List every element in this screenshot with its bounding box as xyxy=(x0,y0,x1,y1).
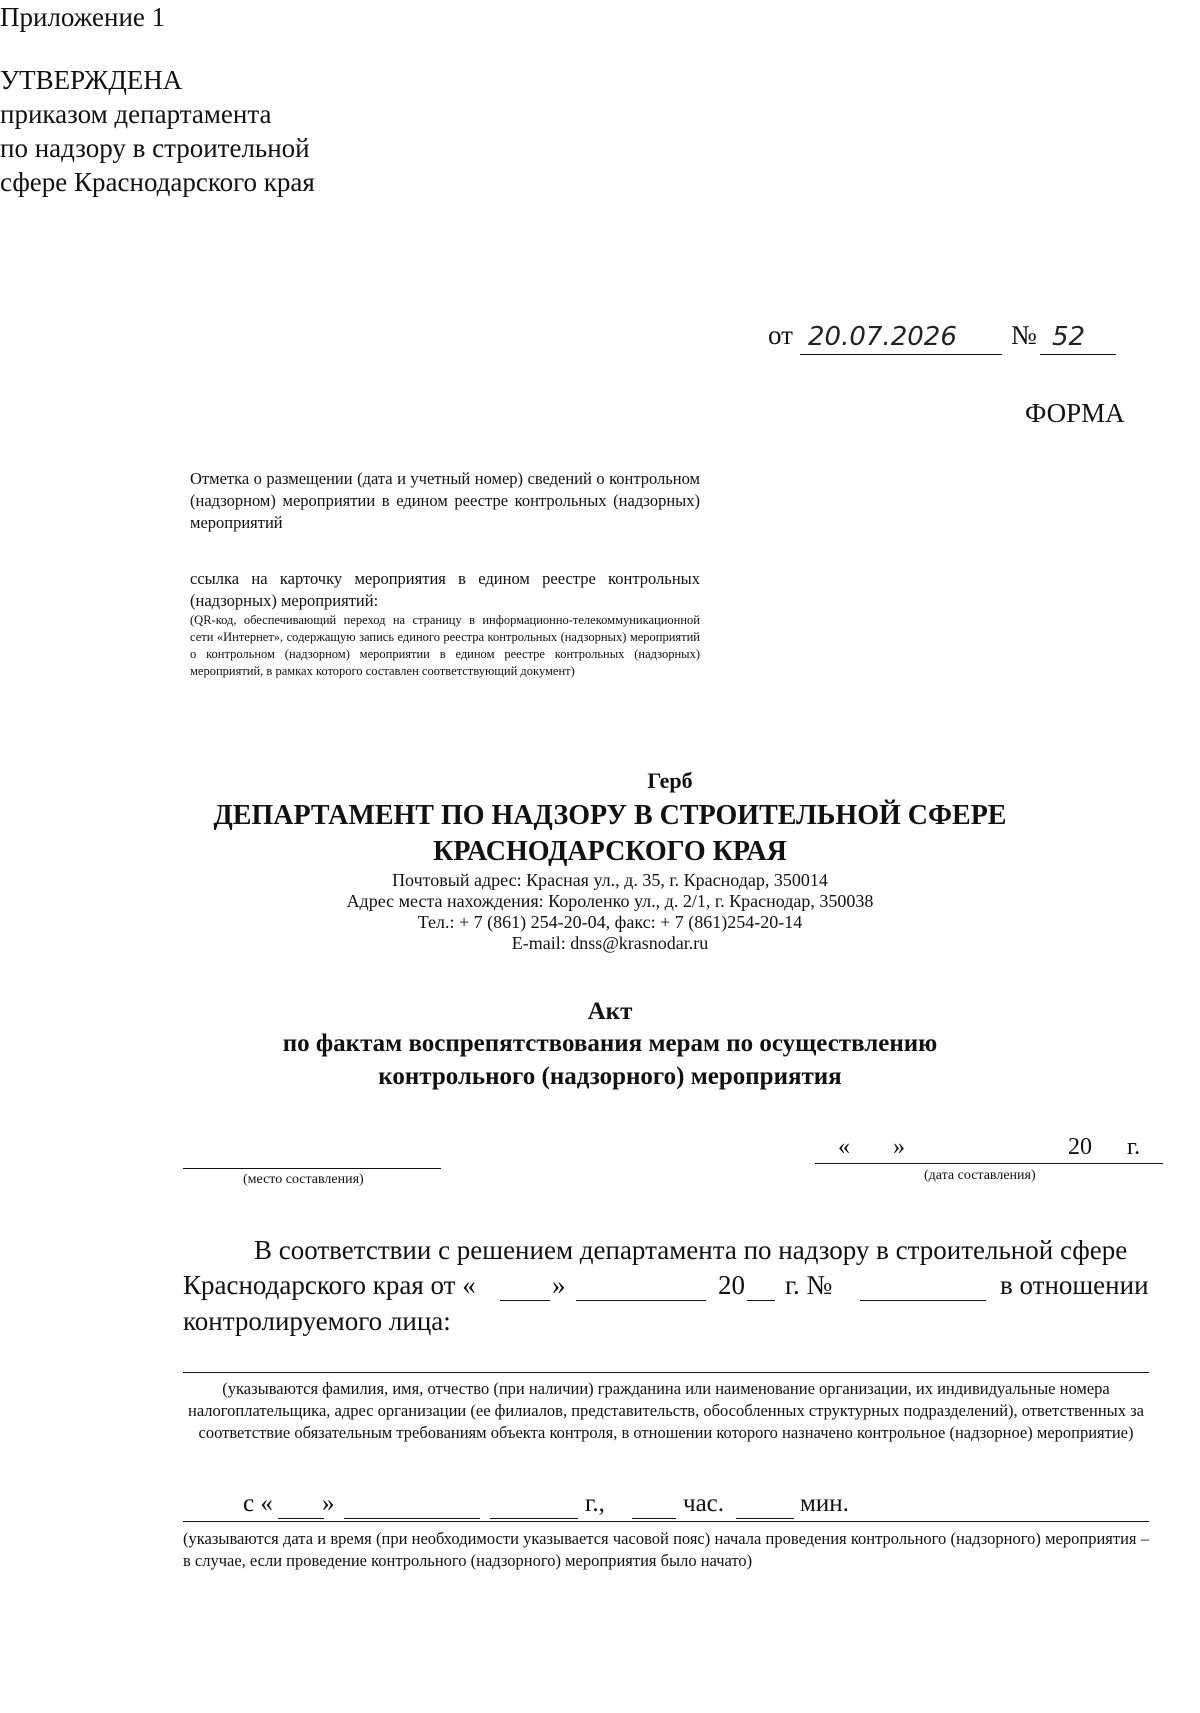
approved-label: УТВЕРЖДЕНА xyxy=(0,65,183,95)
act-subtitle-line-1: по фактам воспрепятствования мерам по осуществлению xyxy=(282,1030,938,1057)
decision-year-field[interactable] xyxy=(747,1300,775,1301)
controlled-person-caption: (указываются фамилия, имя, отчество (при наличии) гражданина или наименование организации, их индивидуальные номера налогоплательщика, адрес организации (ее филиалов, представительств, обособленных структурных подразделений), ответственных за соответствие обязательным требованиям объекта контроля, в отношении которого назначено контрольное (надзорное) мероприятие) xyxy=(188,1379,1144,1442)
decision-month-field[interactable] xyxy=(576,1300,706,1301)
start-minutes-field[interactable] xyxy=(736,1518,794,1519)
phone-fax: Тел.: + 7 (861) 254-20-04, факс: + 7 (861)254-20-14 xyxy=(417,912,803,932)
location-address: Адрес места нахождения: Короленко ул., д. 2/1, г. Краснодар, 350038 xyxy=(346,891,874,911)
approval-line-2: по надзору в строительной xyxy=(0,133,310,163)
controlled-person-field[interactable] xyxy=(183,1372,1149,1373)
department-name-line-1: ДЕПАРТАМЕНТ ПО НАДЗОРУ В СТРОИТЕЛЬНОЙ СФЕРЕ xyxy=(213,800,1007,831)
order-from-prefix: от xyxy=(768,320,793,350)
date-open-quote: « xyxy=(838,1134,850,1160)
order-date: 20.07.2026 xyxy=(808,322,957,352)
start-year-label: г., xyxy=(585,1490,605,1517)
paragraph-line-1: В соответствии с решением департамента по надзору в строительной сфере xyxy=(254,1235,1128,1265)
appendix-label: Приложение 1 xyxy=(0,2,166,32)
start-from-label: с « xyxy=(243,1490,273,1517)
form-label: ФОРМА xyxy=(1025,398,1125,428)
start-minutes-label: мин. xyxy=(800,1490,849,1517)
act-title: Акт xyxy=(587,998,633,1025)
department-name-line-2: КРАСНОДАРСКОГО КРАЯ xyxy=(433,836,787,867)
order-number-underline xyxy=(1040,354,1116,355)
decision-number-field[interactable] xyxy=(860,1300,986,1301)
paragraph-line-2-end: в отношении xyxy=(1000,1270,1149,1300)
start-close-quote: » xyxy=(322,1490,335,1517)
approval-block xyxy=(0,0,380,199)
date-year-prefix: 20 xyxy=(1068,1134,1092,1160)
start-year-field[interactable] xyxy=(490,1518,578,1519)
link-note: ссылка на карточку мероприятия в едином реестре контрольных (надзорных) мероприятий: xyxy=(190,569,700,610)
emblem-placeholder: Герб xyxy=(647,768,693,793)
start-day-field[interactable] xyxy=(278,1518,324,1519)
act-subtitle-line-2: контрольного (надзорного) мероприятия xyxy=(378,1063,842,1090)
postal-address: Почтовый адрес: Красная ул., д. 35, г. Краснодар, 350014 xyxy=(392,870,828,890)
place-field[interactable] xyxy=(183,1168,441,1169)
date-year-suffix: г. xyxy=(1127,1134,1141,1160)
start-datetime-field[interactable] xyxy=(183,1521,1149,1522)
paragraph-line-2-start: Краснодарского края от « xyxy=(183,1270,476,1300)
paragraph-line-3: контролируемого лица: xyxy=(183,1306,451,1336)
paragraph-line-2-year: 20 xyxy=(718,1270,745,1300)
qr-note: (QR-код, обеспечивающий переход на страницу в информационно-телекоммуникационной сети «Интернет», содержащую запись единого реестра контрольных (надзорных) мероприятий о контрольном (надзорном) мероприятии в едином реестре контрольных (надзорных) мероприятий, в рамках которого составлен соответствующий документ) xyxy=(190,613,700,678)
order-date-underline xyxy=(800,354,1002,355)
paragraph-line-2-number-label: г. № xyxy=(785,1270,833,1300)
registry-note: Отметка о размещении (дата и учетный номер) сведений о контрольном (надзорном) мероприятии в едином реестре контрольных (надзорных) мероприятий xyxy=(190,469,700,532)
date-field[interactable] xyxy=(815,1163,1163,1164)
email: E-mail: dnss@krasnodar.ru xyxy=(511,933,709,953)
approval-line-1: приказом департамента xyxy=(0,99,272,129)
order-number: 52 xyxy=(1052,322,1086,352)
approval-line-3: сфере Краснодарского края xyxy=(0,167,315,197)
date-close-quote: » xyxy=(893,1134,905,1160)
date-caption: (дата составления) xyxy=(924,1168,1036,1183)
start-hours-label: час. xyxy=(683,1490,725,1517)
paragraph-line-2-close-quote: » xyxy=(552,1270,566,1300)
start-datetime-caption: (указываются дата и время (при необходимости указывается часовой пояс) начала проведения контрольного (надзорного) мероприятия – в случае, если проведение контрольного (надзорного) мероприятия было начато) xyxy=(183,1529,1149,1570)
start-month-field[interactable] xyxy=(344,1518,480,1519)
decision-day-field[interactable] xyxy=(500,1300,550,1301)
start-hours-field[interactable] xyxy=(632,1518,676,1519)
order-number-prefix: № xyxy=(1011,320,1037,350)
place-caption: (место составления) xyxy=(243,1172,364,1187)
